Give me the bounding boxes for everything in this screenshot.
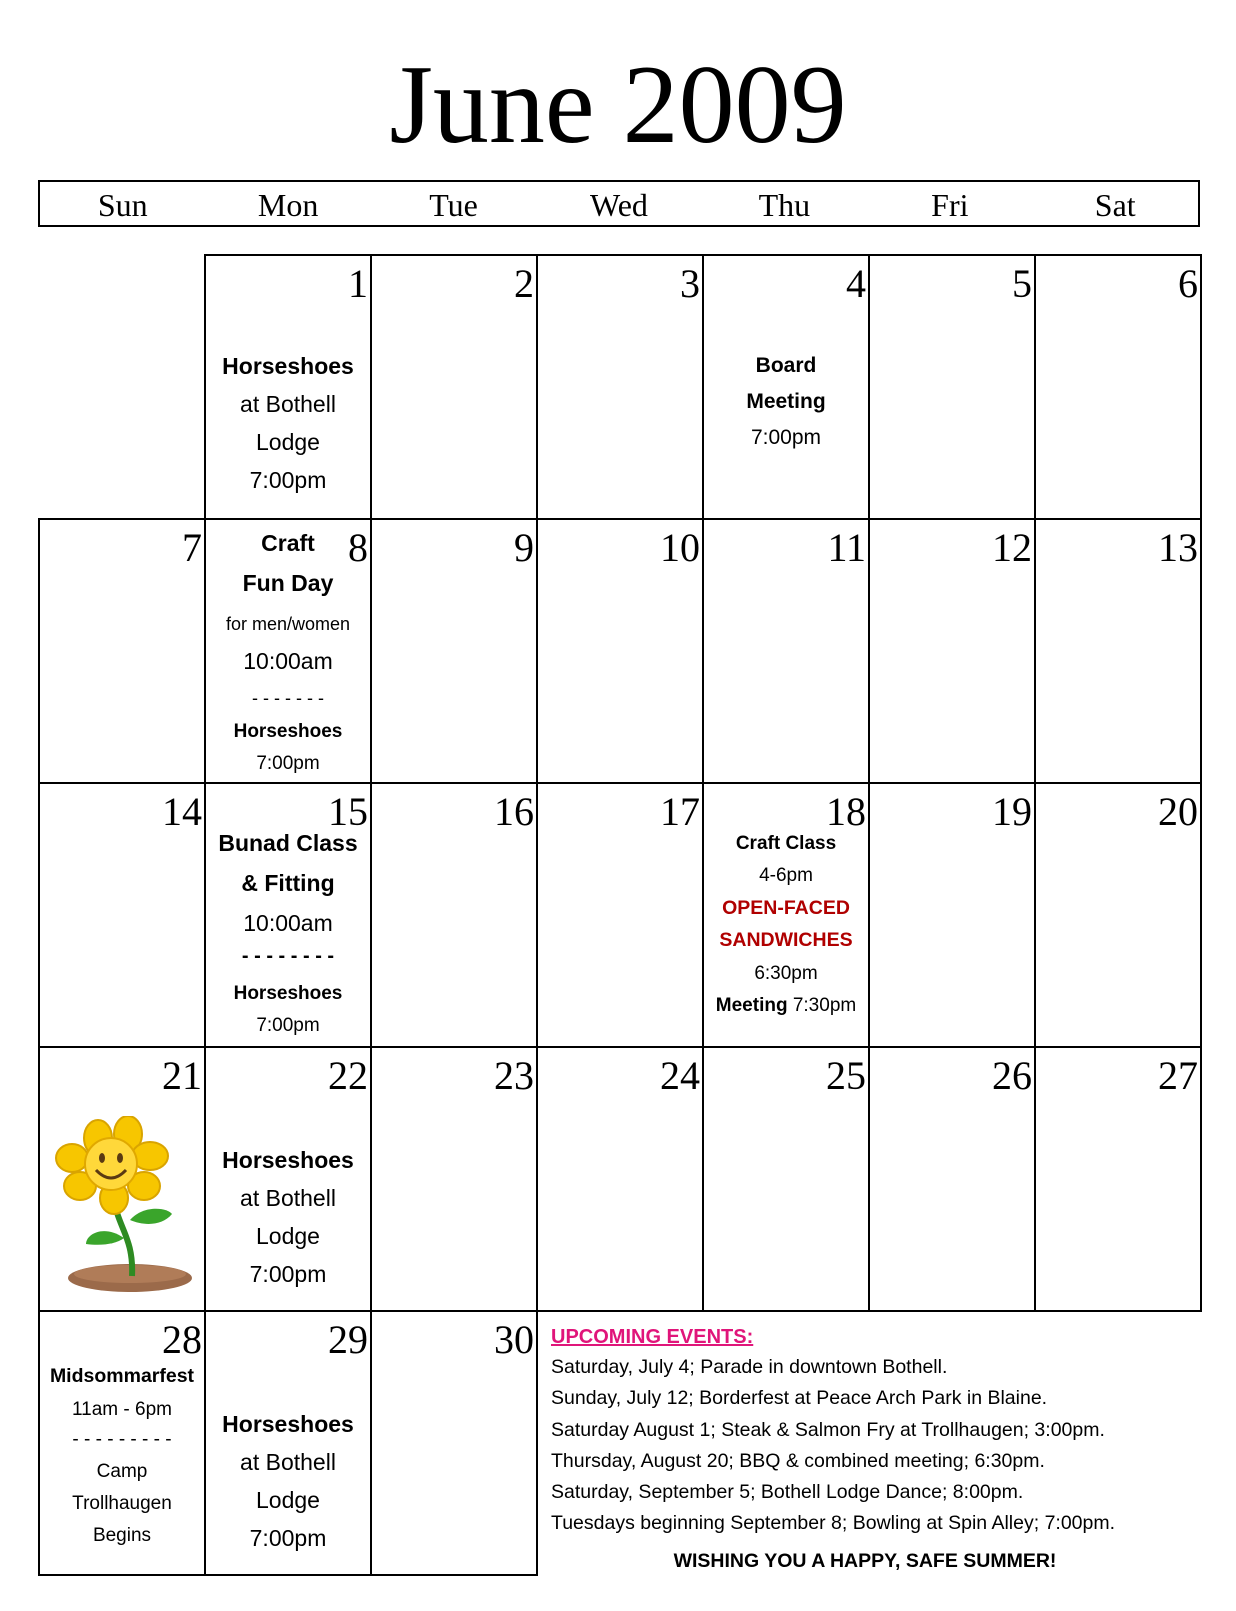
day-number: 16 — [494, 789, 534, 834]
day-number: 27 — [1158, 1053, 1198, 1098]
day-cell-7 — [38, 518, 206, 784]
event-title: Horseshoes — [222, 1411, 354, 1437]
event-text: Lodge — [256, 1487, 320, 1513]
day-number: 1 — [348, 261, 368, 306]
day-cell-27 — [1034, 1046, 1202, 1312]
event-time: 10:00am — [243, 910, 333, 936]
event-text: Begins — [92, 1525, 152, 1546]
day-number: 28 — [162, 1317, 202, 1362]
day-number: 7 — [182, 525, 202, 570]
day-number: 10 — [660, 525, 700, 570]
day-cell-16 — [370, 782, 538, 1048]
day-cell-8 — [204, 518, 372, 784]
event-title: Horseshoes — [222, 1147, 354, 1173]
event-time: 7:30pm — [787, 995, 857, 1016]
upcoming-event-item: Sunday, July 12; Borderfest at Peace Arch Park in Blaine. — [551, 1387, 1048, 1410]
day-cell-29 — [204, 1310, 372, 1576]
event-text: for men/women — [225, 614, 351, 634]
day-number: 9 — [514, 525, 534, 570]
day-cell-10 — [536, 518, 704, 784]
event-title: Bunad Class — [218, 830, 358, 856]
weekday-tue: Tue — [429, 187, 478, 223]
day-number: 25 — [826, 1053, 866, 1098]
day-number: 29 — [328, 1317, 368, 1362]
event-title: Meeting — [715, 995, 788, 1016]
day-cell-13 — [1034, 518, 1202, 784]
day-number: 18 — [826, 789, 866, 834]
upcoming-events — [551, 1322, 1201, 1540]
day-number: 2 — [514, 261, 534, 306]
upcoming-events-title: UPCOMING EVENTS: — [551, 1326, 754, 1348]
event-title: & Fitting — [241, 870, 335, 896]
event-title: Meeting — [746, 390, 826, 413]
event-title: Horseshoes — [233, 983, 343, 1004]
day-cell-28 — [38, 1310, 206, 1576]
day-number: 17 — [660, 789, 700, 834]
event-time: 6:30pm — [754, 963, 818, 984]
day-cell-14 — [38, 782, 206, 1048]
day-cell-23 — [370, 1046, 538, 1312]
event-time: 7:00pm — [249, 1261, 327, 1287]
day-cell-17 — [536, 782, 704, 1048]
day-number: 23 — [494, 1053, 534, 1098]
day-cell-26 — [868, 1046, 1036, 1312]
event-text: at Bothell — [240, 1185, 336, 1211]
day-number: 8 — [348, 525, 368, 570]
day-number: 12 — [992, 525, 1032, 570]
day-cell-25 — [702, 1046, 870, 1312]
weekday-wed: Wed — [590, 187, 648, 223]
day-number: 3 — [680, 261, 700, 306]
day-number: 6 — [1178, 261, 1198, 306]
event-divider: - - - - - - - — [252, 688, 324, 708]
day-cell-6 — [1034, 254, 1202, 520]
weekday-header — [38, 180, 1200, 227]
day-number: 22 — [328, 1053, 368, 1098]
event-text: Lodge — [256, 429, 320, 455]
day-cell-11 — [702, 518, 870, 784]
day-cell-12 — [868, 518, 1036, 784]
event-title: Midsommarfest — [49, 1365, 195, 1387]
day-number: 15 — [328, 789, 368, 834]
weekday-sun: Sun — [97, 187, 148, 223]
day-number: 5 — [1012, 261, 1032, 306]
closing-message: WISHING YOU A HAPPY, SAFE SUMMER! — [673, 1550, 1057, 1572]
day-cell-18 — [702, 782, 870, 1048]
day-number: 30 — [494, 1317, 534, 1362]
day-cell-19 — [868, 782, 1036, 1048]
event-text: at Bothell — [240, 1449, 336, 1475]
event-title: Fun Day — [242, 570, 334, 596]
day-cell-9 — [370, 518, 538, 784]
event-time: 7:00pm — [256, 753, 320, 774]
day-number: 13 — [1158, 525, 1198, 570]
day-number: 26 — [992, 1053, 1032, 1098]
day-cell-1 — [204, 254, 372, 520]
day-cell-20 — [1034, 782, 1202, 1048]
calendar-title: June 2009 — [389, 43, 847, 167]
day-number: 19 — [992, 789, 1032, 834]
event-title: Craft — [261, 530, 315, 556]
weekday-fri: Fri — [931, 187, 969, 223]
day-number: 21 — [162, 1053, 202, 1098]
event-time: 7:00pm — [249, 1525, 327, 1551]
event-title: Horseshoes — [222, 353, 354, 379]
smiling-flower-icon — [44, 1116, 196, 1296]
event-highlight: OPEN-FACED — [722, 897, 850, 919]
day-cell-3 — [536, 254, 704, 520]
event-text: Lodge — [256, 1223, 320, 1249]
upcoming-event-item: Saturday, July 4; Parade in downtown Bothell. — [551, 1356, 948, 1378]
event-time: 4-6pm — [759, 865, 813, 886]
event-divider: - - - - - - - - — [241, 945, 335, 967]
event-meeting-line — [704, 992, 868, 1020]
event-time: 7:00pm — [750, 426, 822, 449]
event-title: Craft Class — [735, 833, 837, 854]
event-text: at Bothell — [240, 391, 336, 417]
event-time: 7:00pm — [249, 467, 327, 493]
upcoming-event-item: Tuesdays beginning September 8; Bowling at Spin Alley; 7:00pm. — [551, 1512, 1116, 1535]
event-divider: - - - - - - - - - — [72, 1429, 172, 1450]
event-text: Trollhaugen — [72, 1493, 172, 1514]
day-number: 4 — [846, 261, 866, 306]
event-time: 7:00pm — [256, 1015, 320, 1036]
event-time: 11am - 6pm — [72, 1399, 172, 1420]
event-highlight: SANDWICHES — [719, 929, 853, 951]
weekday-thu: Thu — [758, 187, 811, 223]
event-title: Horseshoes — [233, 721, 343, 742]
day-cell-15 — [204, 782, 372, 1048]
event-title: Board — [755, 354, 817, 377]
event-time: 10:00am — [243, 648, 333, 674]
event-text: Camp — [96, 1461, 148, 1482]
day-cell-5 — [868, 254, 1036, 520]
upcoming-event-item: Saturday August 1; Steak & Salmon Fry at Trollhaugen; 3:00pm. — [551, 1418, 1105, 1441]
day-cell-4 — [702, 254, 870, 520]
day-number: 14 — [162, 789, 202, 834]
upcoming-event-item: Saturday, September 5; Bothell Lodge Dance; 8:00pm. — [551, 1481, 1024, 1504]
day-cell-2 — [370, 254, 538, 520]
day-number: 20 — [1158, 789, 1198, 834]
day-cell-24 — [536, 1046, 704, 1312]
weekday-mon: Mon — [257, 187, 319, 223]
weekday-sat: Sat — [1094, 187, 1136, 223]
day-cell-22 — [204, 1046, 372, 1312]
day-number: 11 — [827, 525, 866, 570]
day-cell-30 — [370, 1310, 538, 1576]
upcoming-event-item: Thursday, August 20; BBQ & combined meeting; 6:30pm. — [551, 1449, 1045, 1472]
day-number: 24 — [660, 1053, 700, 1098]
